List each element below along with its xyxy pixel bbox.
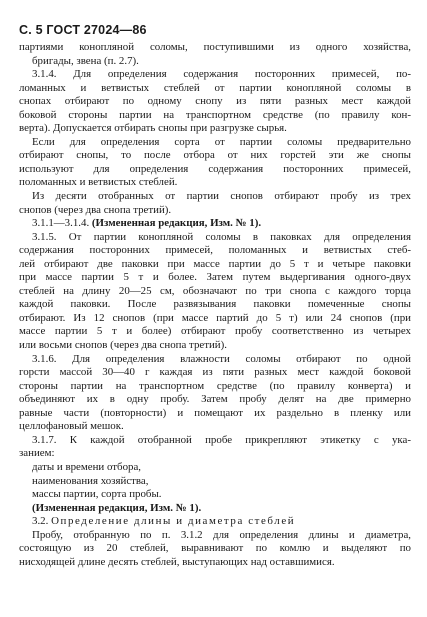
text-line: партиями конопляной соломы, поступившими из одного хозяйства, (19, 41, 411, 53)
text-line: поломанных и ветвистых стеблей. (19, 176, 178, 189)
clause-range: 3.1.1—3.1.4. (32, 217, 90, 230)
text-line: 3.1.4. Для определения содержания посторонних примесей, по- (32, 68, 411, 81)
amendment-line (19, 502, 411, 516)
list-item: массы партии, сорта пробы. (32, 488, 162, 501)
text-line: объединяют их в одну пробу. Затем пробу делят на две примерно (19, 393, 411, 406)
list-item: даты и времени отбора, (32, 460, 142, 473)
text-line: лей отбирают две паковки при массе партии до 5 т и четыре паковки (19, 257, 411, 270)
text-line: Если для определения сорта от партии соломы предварительно (32, 135, 411, 148)
document-body (19, 41, 411, 569)
text-line: занием: (19, 447, 55, 460)
amendment-note: (Измененная редакция, Изм. № 1). (32, 501, 202, 514)
text-line: 3.1.5. От партии конопляной соломы в паковках для определения (32, 230, 411, 243)
list-item: наименования хозяйства, (32, 474, 149, 487)
section-number: 3.2. (32, 515, 49, 528)
amendment-line (19, 217, 411, 231)
text-line: Пробу, отобранную по п. 3.1.2 для определения длины и диаметра, (32, 528, 411, 541)
text-line: стороны партии на транспортном средстве (по правилу конверта) и (19, 379, 411, 392)
text-line: отбирают. Из 12 снопов (при массе партий до 5 т) или 24 снопов (при (19, 311, 411, 324)
text-line: ломанных и ветвистых стеблей от партии конопляной соломы в (19, 81, 411, 94)
text-line: Из десяти отобранных от партии снопов отбирают пробу из трех (32, 190, 411, 203)
text-line: при массе партии 5 т и более. Затем путем выдергивания одного-двух (19, 271, 411, 284)
page-header: С. 5 ГОСТ 27024—86 (19, 23, 147, 37)
text-line: нисходящей длине десять стеблей, выступающих над оставшимися. (19, 555, 335, 568)
text-line: 3.1.7. К каждой отобранной пробе прикрепляют этикетку с ука- (32, 433, 411, 446)
text-line: состоящую из 20 стеблей, выравнивают по комлю и выделяют по (19, 542, 411, 555)
text-line: каждой паковки. После развязывания паковки помеченные снопы (19, 298, 411, 311)
text-line: отбирают снопы, то после отбора от них горстей эти же снопы (19, 149, 411, 162)
text-line: снопах отбирают по одному снопу из пяти разных мест каждой (19, 95, 411, 108)
text-line: содержания посторонних примесей, поломанных и ветвистых стеб- (19, 244, 411, 257)
text-line: верта). Допускается отбирать снопы при разгрузке сырья. (19, 122, 287, 135)
text-line: боковой стороны партии на транспортном средстве (по правилу кон- (19, 108, 411, 121)
text-line: горсти массой 30—40 г каждая из пяти разных мест каждой боковой (19, 366, 411, 379)
text-line: массе партии 5 т и более) отбирают пробу соответственно из четырех (19, 325, 411, 338)
text-line: стеблей на длину 20—25 см, обозначают по три снопа с каждого торца (19, 284, 411, 297)
text-line: равные части (повторности) и помещают их раздельно в пленку или (19, 406, 411, 419)
text-line: или восьми снопов (через два снопа третий). (19, 339, 227, 352)
text-line: бригады, звена (п. 2.7). (32, 54, 139, 67)
text-line: целлофановый мешок. (19, 420, 124, 433)
section-heading (19, 515, 411, 529)
section-title: Определение длины и диаметра стеблей (51, 515, 296, 528)
text-line: 3.1.6. Для определения влажности соломы отбирают по одной (32, 352, 411, 365)
text-line: снопов (через два снопа третий). (19, 203, 172, 216)
amendment-note: (Измененная редакция, Изм. № 1). (91, 217, 262, 230)
text-line: используют для определения содержания посторонних примесей, (19, 162, 411, 175)
